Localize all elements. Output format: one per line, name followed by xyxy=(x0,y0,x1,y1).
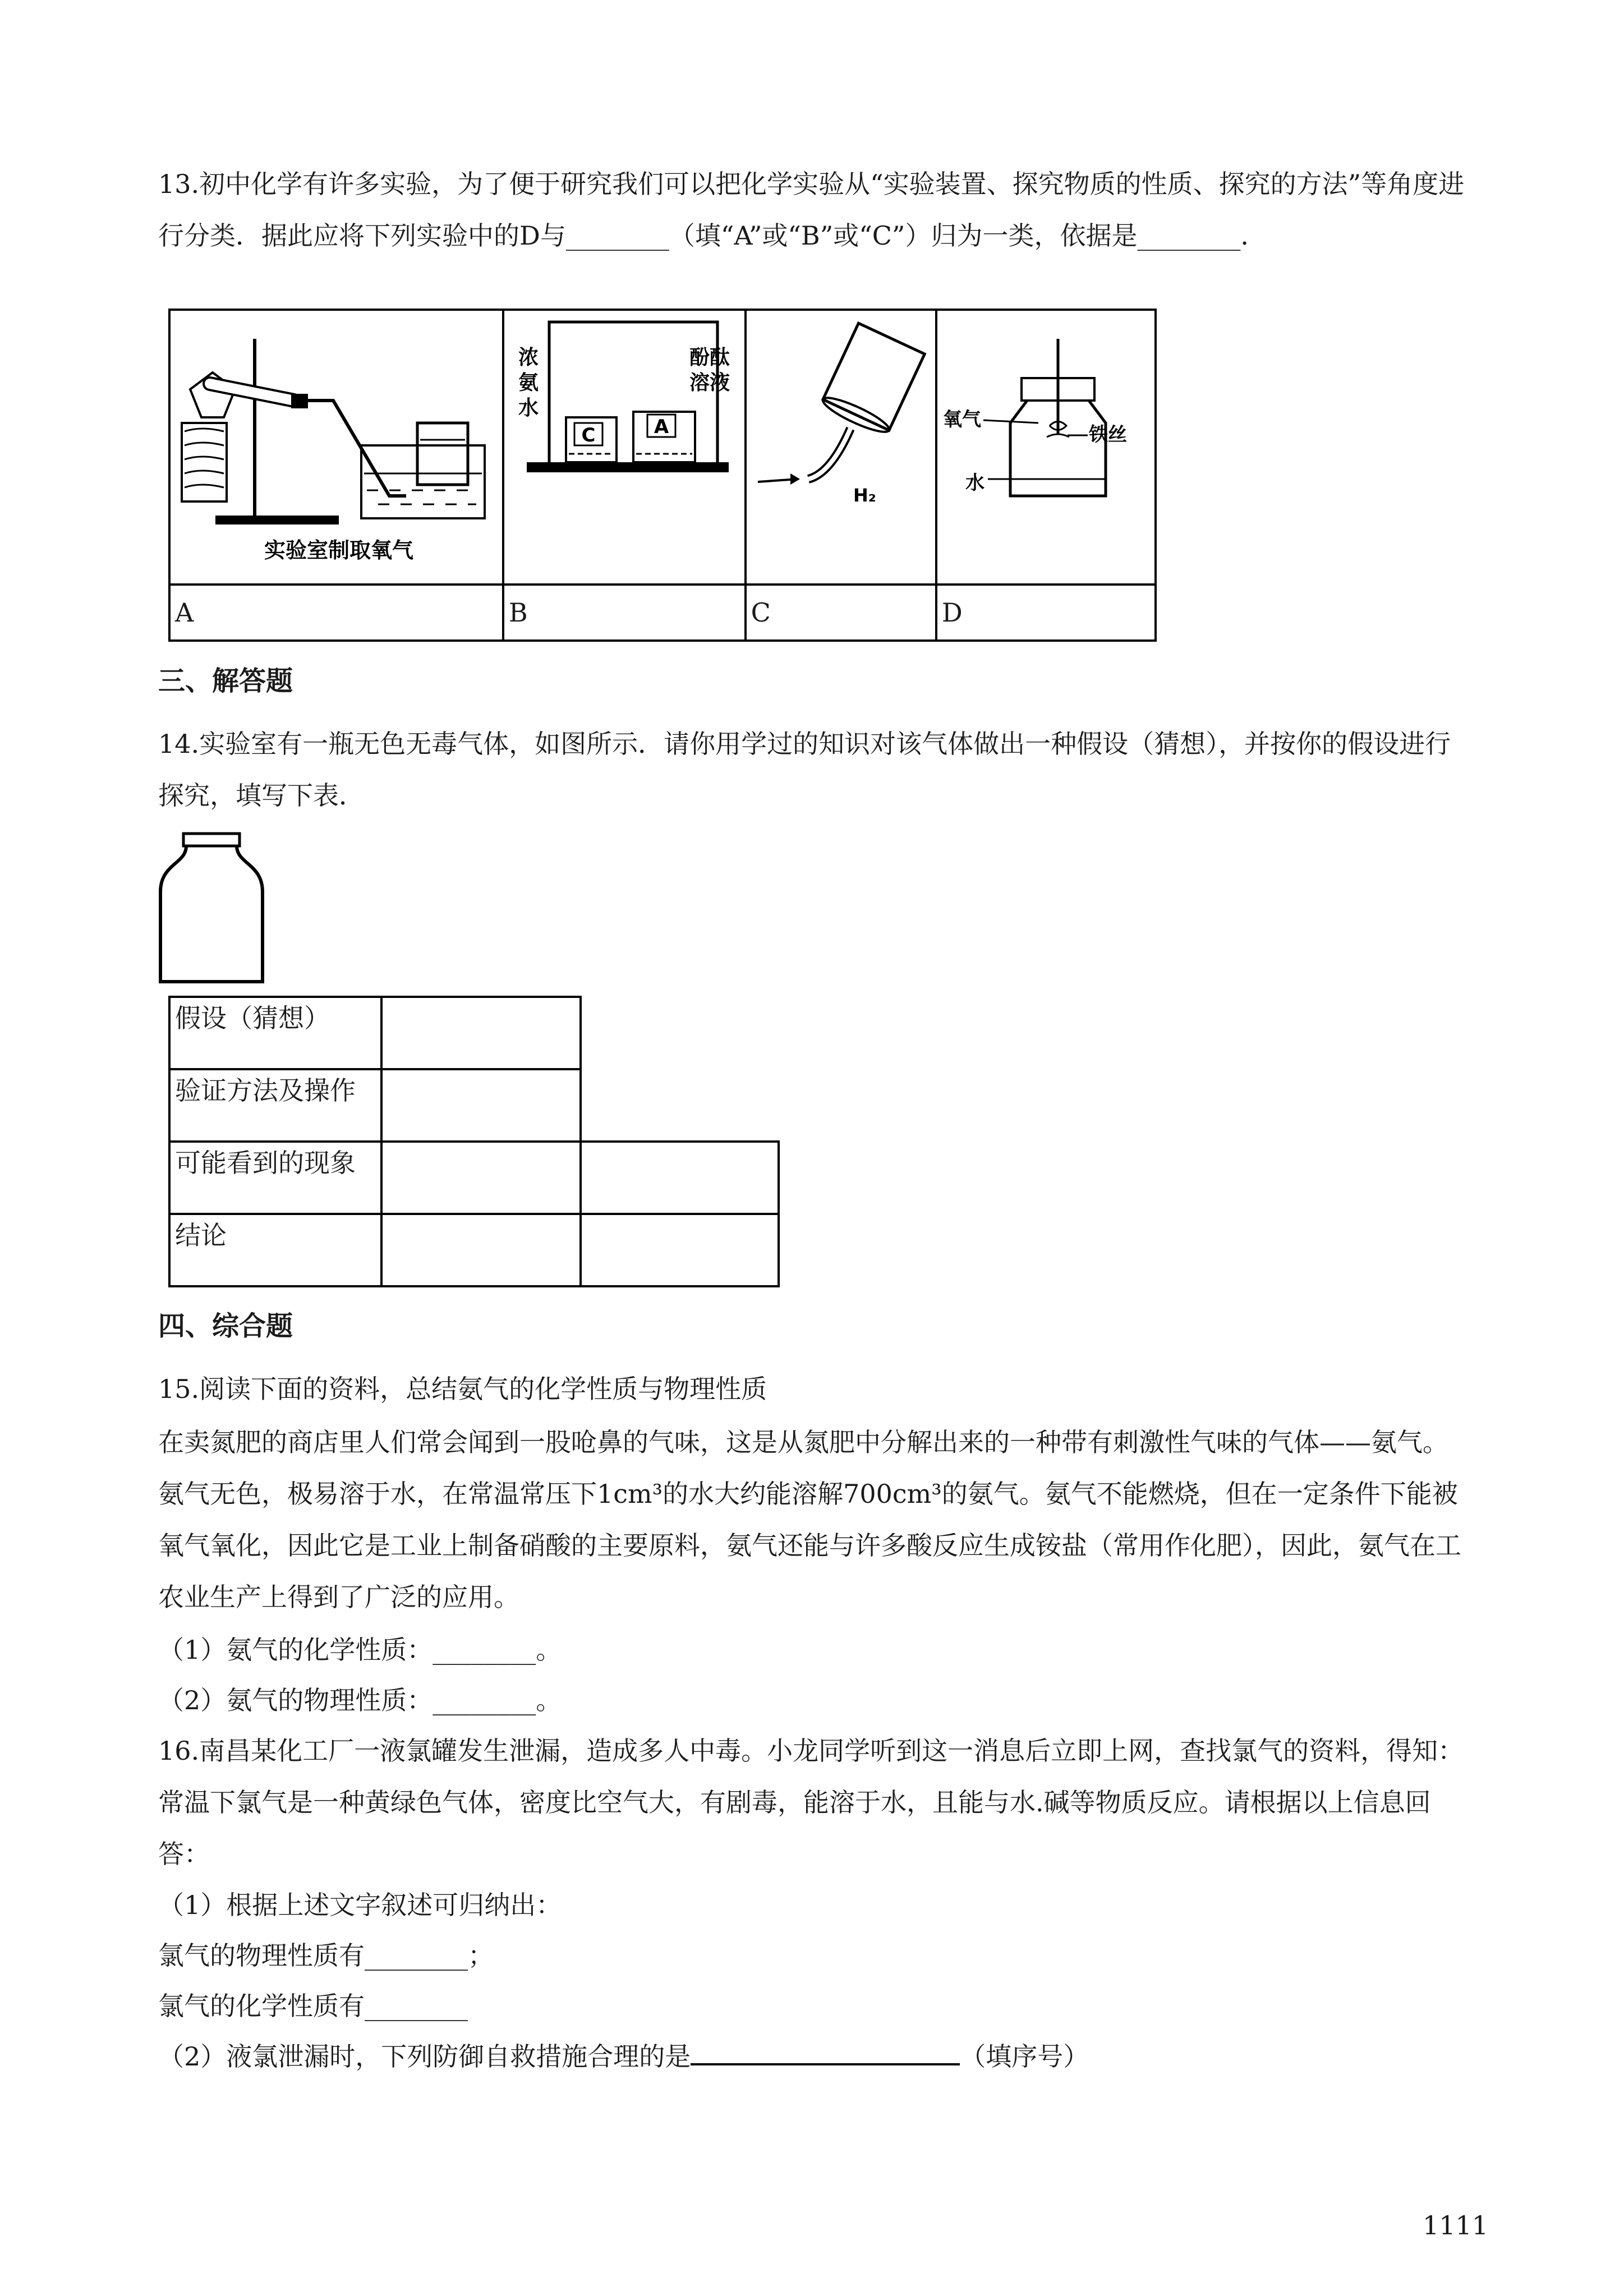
section-heading-3: 三、解答题 xyxy=(158,665,293,697)
label-hypothesis: 假设（猜想） xyxy=(169,997,381,1069)
q13-figure-table xyxy=(168,309,1157,642)
ammonia-label-2: 氨 xyxy=(518,371,539,394)
input-method[interactable] xyxy=(381,1069,581,1142)
q15-sub2: （2）氨气的物理性质：________。 xyxy=(158,1685,562,1715)
row-conclusion xyxy=(169,1214,779,1286)
water-label: 水 xyxy=(965,472,984,494)
hydrogen-collection-apparatus xyxy=(747,311,932,583)
beaker-a-label: A xyxy=(654,416,669,438)
q16-sub1: （1）根据上述文字叙述可归纳出： xyxy=(158,1890,562,1920)
page-number: 1111 xyxy=(1423,2210,1489,2240)
input-hypothesis[interactable] xyxy=(381,997,581,1069)
row-method xyxy=(169,1069,779,1142)
beaker-c-label: C xyxy=(581,424,596,447)
q16-sub2 xyxy=(158,2036,1089,2073)
ammonia-label-1: 浓 xyxy=(518,346,539,369)
input-conclusion-1[interactable] xyxy=(381,1214,581,1286)
cell-a: A xyxy=(169,585,503,641)
hydrogen-label: H₂ xyxy=(853,485,876,506)
figure-a xyxy=(169,310,503,585)
q14-table xyxy=(168,996,780,1287)
q15-sub1: （1）氨气的化学性质：________。 xyxy=(158,1635,562,1665)
figure-c xyxy=(746,310,936,585)
cell-c: C xyxy=(746,585,936,641)
q15-title: 15.阅读下面的资料，总结氨气的化学性质与物理性质 xyxy=(158,1374,767,1404)
oxygen-preparation-apparatus xyxy=(171,311,496,583)
label-conclusion: 结论 xyxy=(169,1214,381,1286)
q16-answer-blank[interactable] xyxy=(691,2041,960,2065)
q13-text: 13.初中化学有许多实验，为了便于研究我们可以把化学实验从“实验装置、探究物质的性质、探究的方法”等角度进行分类．据此应将下列实验中的D与________（填“A”或“B”或“C”）归为一类，依据是________． xyxy=(158,169,1465,251)
row-hypothesis xyxy=(169,997,779,1069)
input-phenomenon-1[interactable] xyxy=(381,1142,581,1214)
phenolphthalein-label-2: 溶液 xyxy=(689,371,730,394)
q16-sub2-prefix: （2）液氯泄漏时，下列防御自救措施合理的是 xyxy=(158,2041,691,2072)
label-method: 验证方法及操作 xyxy=(169,1069,381,1142)
label-phenomenon: 可能看到的现象 xyxy=(169,1142,381,1214)
phenolphthalein-label-1: 酚酞 xyxy=(689,346,730,369)
cell-d: D xyxy=(936,585,1156,641)
q16-sub2-suffix: （填序号） xyxy=(960,2041,1089,2072)
oxygen-label: 氧气 xyxy=(942,408,981,431)
section-heading-4: 四、综合题 xyxy=(158,1310,293,1342)
ammonia-label-3: 水 xyxy=(518,397,539,420)
figure-row xyxy=(169,310,1156,585)
q16-physical: 氯气的物理性质有________； xyxy=(158,1940,494,1971)
input-conclusion-2[interactable] xyxy=(581,1214,779,1286)
cell-b: B xyxy=(503,585,746,641)
caption-row xyxy=(169,585,1156,641)
gas-bottle-figure xyxy=(158,830,265,987)
figure-d xyxy=(936,310,1156,585)
q16-body: 16.南昌某化工厂一液氯罐发生泄漏，造成多人中毒。小龙同学听到这一消息后立即上网，查找氯气的资料，得知：常温下氯气是一种黄绿色气体，密度比空气大，有剧毒，能溶于水，且能与水.碱等物质反应。请根据以上信息回答： xyxy=(158,1736,1464,1869)
iron-wire-label: 铁丝 xyxy=(1088,424,1127,446)
figure-b xyxy=(503,310,746,585)
q15-body: 在卖氮肥的商店里人们常会闻到一股呛鼻的气味，这是从氮肥中分解出来的一种带有刺激性气味的气体——氨气。氨气无色，极易溶于水，在常温常压下1cm³的水大约能溶解700cm³的氨气。氨气不能燃烧，但在一定条件下能被氧气氧化，因此它是工业上制备硝酸的主要原料，氨气还能与许多酸反应生成铵盐（常用作化肥），因此，氨气在工农业生产上得到了广泛的应用。 xyxy=(158,1427,1461,1612)
q16-chemical: 氯气的化学性质有________ xyxy=(158,1991,468,2021)
ammonia-diffusion-apparatus xyxy=(504,311,740,583)
q14-text: 14.实验室有一瓶无色无毒气体，如图所示．请你用学过的知识对该气体做出一种假设（猜想），并按你的假设进行探究，填写下表． xyxy=(158,729,1451,811)
figure-a-caption: 实验室制取氧气 xyxy=(264,538,414,563)
iron-wire-combustion-apparatus xyxy=(937,311,1151,583)
row-phenomenon xyxy=(169,1142,779,1214)
input-phenomenon-2[interactable] xyxy=(581,1142,779,1214)
